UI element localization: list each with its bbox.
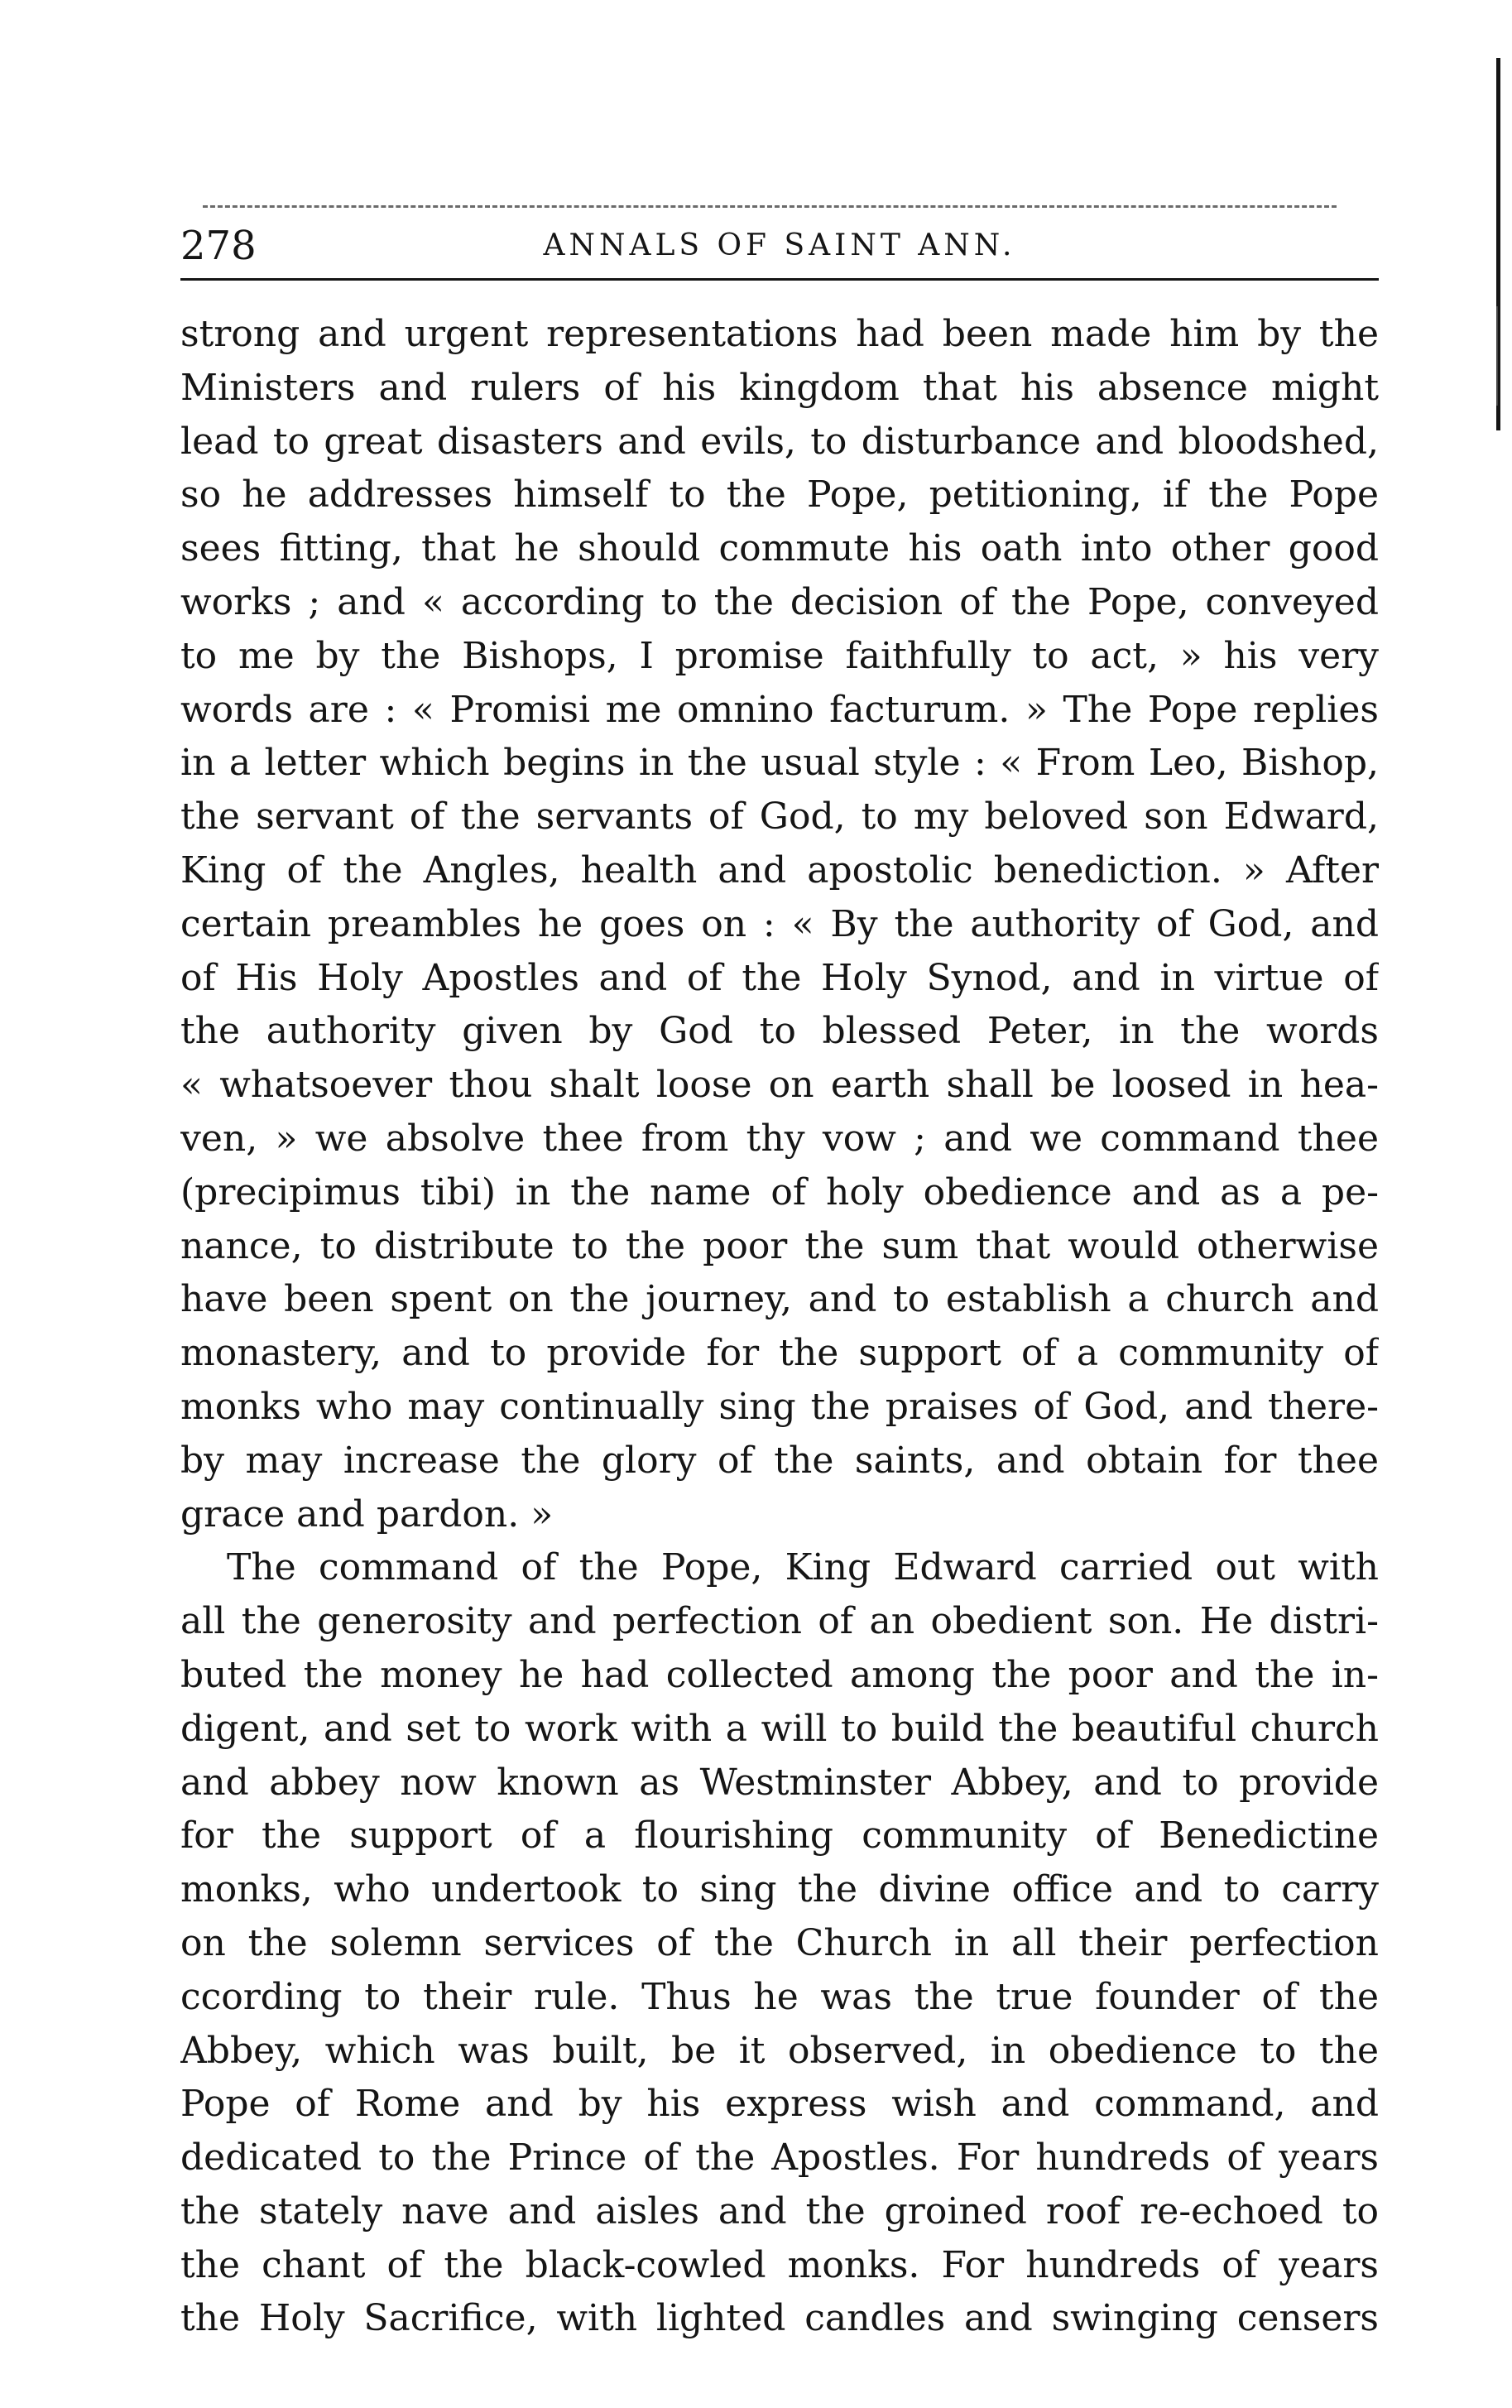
text-line: grace and pardon. » [180,1492,554,1536]
text-line: the servant of the servants of God, to my beloved son Edward, [180,795,1379,839]
text-line: digent, and set to work with a will to build the beautiful church [180,1707,1379,1750]
header-rule [180,278,1379,281]
text-line: the authority given by God to blessed Peter, in the words [180,1010,1379,1053]
text-line: all the generosity and perfection of an obedient son. He distri- [180,1600,1379,1643]
text-line: Pope of Rome and by his express wish and command, and [180,2083,1379,2126]
text-line: dedicated to the Prince of the Apostles. For hundreds of years [180,2136,1379,2180]
text-line: in a letter which begins in the usual style : « From Leo, Bishop, [180,742,1379,785]
text-line: works ; and « according to the decision of the Pope, conveyed [180,580,1379,623]
running-title: ANNALS OF SAINT ANN. [543,228,1016,262]
text-line: ccording to their rule. Thus he was the true founder of the [180,1975,1379,2018]
text-line: « whatsoever thou shalt loose on earth shall be loosed in hea- [180,1064,1379,1107]
text-line: for the support of a flourishing community of Benedictine [180,1814,1379,1858]
text-line: sees fitting, that he should commute his oath into other good [180,527,1379,570]
text-line: monks, who undertook to sing the divine office and to carry [180,1868,1379,1911]
text-line: of His Holy Apostles and of the Holy Synod, and in virtue of [180,956,1379,999]
text-line: monastery, and to provide for the support of a community of [180,1332,1379,1375]
text-line: have been spent on the journey, and to establish a church and [180,1278,1379,1321]
text-line: buted the money he had collected among the poor and the in- [180,1653,1379,1696]
text-line: the Holy Sacrifice, with lighted candles and swinging censers [180,2297,1379,2340]
text-line: strong and urgent representations had been made him by the [180,313,1379,355]
text-line: Ministers and rulers of his kingdom that his absence might [180,366,1379,409]
text-line: certain preambles he goes on : « By the authority of God, and [180,902,1379,945]
text-line: by may increase the glory of the saints, and obtain for thee [180,1439,1379,1482]
text-line: Abbey, which was built, be it observed, in obedience to the [180,2029,1379,2072]
text-line: to me by the Bishops, I promise faithfully to act, » his very [180,634,1379,677]
text-line: King of the Angles, health and apostolic benediction. » After [180,848,1379,892]
text-line: words are : « Promisi me omnino facturum. » The Pope replies [180,688,1379,731]
paragraph-2 [180,1541,1379,2346]
text-line: the chant of the black-cowled monks. For hundreds of years [180,2243,1379,2286]
page-number: 278 [180,223,257,269]
text-line: on the solemn services of the Church in all their perfection [180,1921,1379,1964]
text-line: (precipimus tibi) in the name of holy obedience and as a pe- [180,1170,1379,1214]
text-line: the stately nave and aisles and the groined roof re-echoed to [180,2189,1379,2233]
top-dashed-rule [203,205,1337,208]
text-line: ven, » we absolve thee from thy vow ; and we command thee [180,1117,1379,1160]
paragraph-1 [180,308,1379,1541]
text-line: The command of the Pope, King Edward carried out with [227,1546,1379,1589]
body-text [180,308,1379,2346]
text-line: monks who may continually sing the praises of God, and there- [180,1385,1379,1428]
text-line: so he addresses himself to the Pope, petitioning, if the Pope [180,473,1379,517]
margin-scan-rule-thin [1496,306,1498,406]
text-line: and abbey now known as Westminster Abbey, and to provide [180,1761,1379,1804]
running-head [180,217,1379,275]
text-line: nance, to distribute to the poor the sum that would otherwise [180,1224,1379,1267]
text-line: lead to great disasters and evils, to disturbance and bloodshed, [180,420,1379,463]
